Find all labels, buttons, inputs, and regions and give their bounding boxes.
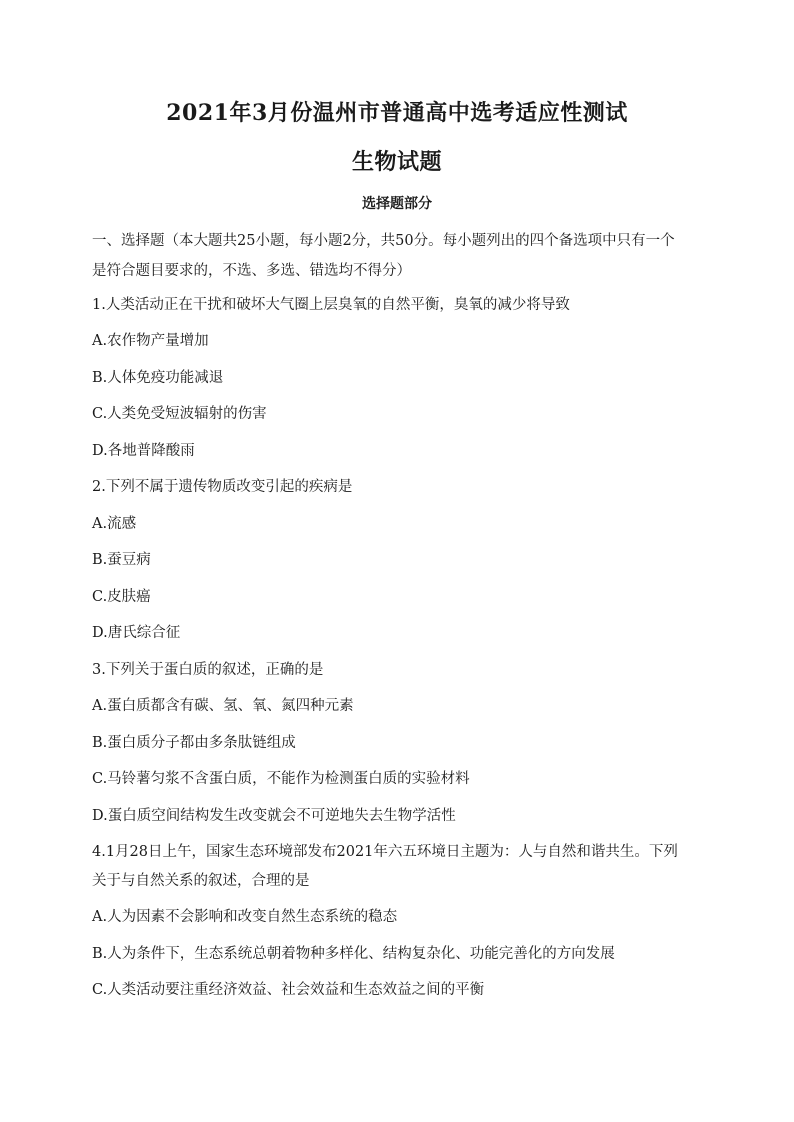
exam-subtitle: 生物试题	[351, 149, 442, 175]
question-4-stem: 4.1月28日上午，国家生态环境部发布2021年六五环境日主题为：人与自然和谐共生。下列	[92, 844, 678, 860]
question-1-option-a: A.农作物产量增加	[92, 333, 209, 349]
question-1-option-c: C.人类免受短波辐射的伤害	[92, 406, 267, 422]
exam-title: 2021年3月份温州市普通高中选考适应性测试	[166, 100, 628, 126]
question-3-option-c: C.马铃薯匀浆不含蛋白质，不能作为检测蛋白质的实验材料	[92, 771, 470, 787]
instructions-line-1: 一、选择题（本大题共25小题，每小题2分，共50分。每小题列出的四个备选项中只有一个	[92, 233, 675, 249]
section-heading: 选择题部分	[362, 196, 432, 212]
question-1-option-d: D.各地普降酸雨	[92, 443, 195, 459]
question-2-option-b: B.蚕豆病	[92, 552, 151, 568]
question-2-option-d: D.唐氏综合征	[92, 625, 181, 641]
question-4-option-b: B.人为条件下，生态系统总朝着物种多样化、结构复杂化、功能完善化的方向发展	[92, 946, 615, 962]
question-4-stem-continued: 关于与自然关系的叙述，合理的是	[92, 873, 310, 889]
question-2-stem: 2.下列不属于遗传物质改变引起的疾病是	[92, 479, 353, 495]
instructions-line-2: 是符合题目要求的，不选、多选、错选均不得分）	[92, 263, 411, 279]
question-3-option-b: B.蛋白质分子都由多条肽链组成	[92, 735, 296, 751]
question-2-option-a: A.流感	[92, 516, 137, 532]
question-4-option-a: A.人为因素不会影响和改变自然生态系统的稳态	[92, 909, 398, 925]
question-4-option-c: C.人类活动要注重经济效益、社会效益和生态效益之间的平衡	[92, 982, 485, 998]
question-1-stem: 1.人类活动正在干扰和破坏大气圈上层臭氧的自然平衡，臭氧的减少将导致	[92, 297, 570, 313]
question-3-option-d: D.蛋白质空间结构发生改变就会不可逆地失去生物学活性	[92, 808, 456, 824]
question-3-option-a: A.蛋白质都含有碳、氢、氧、氮四种元素	[92, 698, 354, 714]
question-2-option-c: C.皮肤癌	[92, 589, 151, 605]
question-3-stem: 3.下列关于蛋白质的叙述，正确的是	[92, 662, 324, 678]
question-1-option-b: B.人体免疫功能减退	[92, 370, 224, 386]
